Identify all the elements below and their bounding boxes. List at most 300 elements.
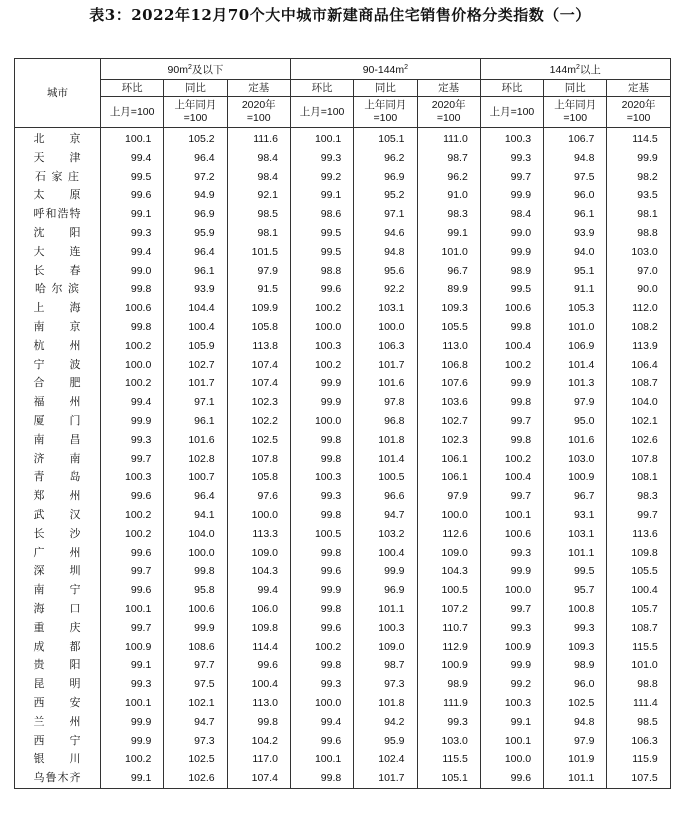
index-value-cell: 102.6 [607, 431, 670, 450]
index-value-cell: 101.1 [544, 544, 607, 563]
index-value-cell: 98.3 [417, 205, 480, 224]
index-value-cell: 108.1 [607, 468, 670, 487]
index-value-cell: 102.7 [417, 412, 480, 431]
index-value-cell: 97.5 [164, 675, 227, 694]
index-value-cell: 100.0 [164, 544, 227, 563]
index-value-cell: 95.9 [354, 732, 417, 751]
index-value-cell: 91.1 [544, 280, 607, 299]
index-value-cell: 115.5 [607, 638, 670, 657]
index-value-cell: 106.3 [607, 732, 670, 751]
index-value-cell: 100.7 [164, 468, 227, 487]
index-value-cell: 99.8 [290, 600, 353, 619]
index-value-cell: 99.9 [354, 562, 417, 581]
index-value-cell: 101.9 [544, 750, 607, 769]
index-value-cell: 99.2 [290, 168, 353, 187]
index-value-cell: 99.7 [480, 412, 543, 431]
index-value-cell: 97.6 [227, 487, 290, 506]
index-value-cell: 100.2 [290, 356, 353, 375]
index-value-cell: 99.8 [480, 318, 543, 337]
city-name-cell: 呼和浩特 [15, 205, 101, 224]
table-row [15, 750, 671, 769]
index-value-cell: 103.1 [544, 525, 607, 544]
table-row [15, 769, 671, 788]
index-value-cell: 94.7 [354, 506, 417, 525]
index-value-cell: 101.7 [354, 769, 417, 788]
index-value-cell: 100.0 [354, 318, 417, 337]
index-value-cell: 100.1 [101, 128, 164, 149]
index-value-cell: 99.5 [480, 280, 543, 299]
index-value-cell: 99.7 [480, 487, 543, 506]
index-value-cell: 96.2 [417, 168, 480, 187]
index-value-cell: 101.0 [544, 318, 607, 337]
index-value-cell: 100.2 [101, 750, 164, 769]
index-value-cell: 99.5 [101, 168, 164, 187]
index-value-cell: 95.7 [544, 581, 607, 600]
index-value-cell: 107.2 [417, 600, 480, 619]
index-value-cell: 96.8 [354, 412, 417, 431]
city-name-cell: 宁 波 [15, 356, 101, 375]
index-value-cell: 100.1 [290, 128, 353, 149]
index-value-cell: 98.5 [227, 205, 290, 224]
index-value-cell: 103.0 [544, 450, 607, 469]
index-value-cell: 100.6 [480, 525, 543, 544]
index-value-cell: 112.6 [417, 525, 480, 544]
index-value-cell: 99.3 [480, 619, 543, 638]
index-value-cell: 105.7 [607, 600, 670, 619]
index-value-cell: 107.8 [607, 450, 670, 469]
index-value-cell: 98.4 [480, 205, 543, 224]
index-value-cell: 106.4 [607, 356, 670, 375]
city-name-cell: 太 原 [15, 186, 101, 205]
index-value-cell: 109.0 [227, 544, 290, 563]
index-value-cell: 100.4 [227, 675, 290, 694]
city-name-cell: 青 岛 [15, 468, 101, 487]
base-header-cell: 上月=100 [101, 97, 164, 128]
index-value-cell: 98.4 [227, 149, 290, 168]
table-row [15, 694, 671, 713]
index-value-cell: 101.1 [544, 769, 607, 788]
index-value-cell: 99.0 [101, 262, 164, 281]
index-value-cell: 98.2 [607, 168, 670, 187]
index-value-cell: 100.0 [290, 318, 353, 337]
index-value-cell: 100.1 [480, 732, 543, 751]
index-value-cell: 90.0 [607, 280, 670, 299]
index-value-cell: 114.5 [607, 128, 670, 149]
index-value-cell: 99.3 [544, 619, 607, 638]
city-name-cell: 昆 明 [15, 675, 101, 694]
index-value-cell: 115.9 [607, 750, 670, 769]
index-value-cell: 101.3 [544, 374, 607, 393]
index-value-cell: 94.8 [354, 243, 417, 262]
index-value-cell: 97.3 [354, 675, 417, 694]
index-value-cell: 111.6 [227, 128, 290, 149]
city-name-cell: 重 庆 [15, 619, 101, 638]
index-value-cell: 98.7 [354, 656, 417, 675]
index-value-cell: 94.8 [544, 713, 607, 732]
index-value-cell: 101.4 [544, 356, 607, 375]
index-value-cell: 97.9 [417, 487, 480, 506]
index-value-cell: 97.5 [544, 168, 607, 187]
index-value-cell: 96.9 [354, 168, 417, 187]
index-value-cell: 100.4 [480, 337, 543, 356]
index-value-cell: 100.6 [101, 299, 164, 318]
index-value-cell: 101.0 [607, 656, 670, 675]
index-value-cell: 99.6 [227, 656, 290, 675]
table-row [15, 186, 671, 205]
index-value-cell: 99.8 [227, 713, 290, 732]
index-value-cell: 109.3 [544, 638, 607, 657]
table-row [15, 506, 671, 525]
index-value-cell: 100.0 [227, 506, 290, 525]
index-value-cell: 96.7 [417, 262, 480, 281]
index-value-cell: 100.3 [480, 694, 543, 713]
index-value-cell: 99.9 [480, 374, 543, 393]
index-value-cell: 100.2 [101, 374, 164, 393]
index-value-cell: 93.9 [544, 224, 607, 243]
index-value-cell: 97.7 [164, 656, 227, 675]
index-value-cell: 97.1 [164, 393, 227, 412]
index-value-cell: 99.8 [290, 656, 353, 675]
index-value-cell: 102.5 [544, 694, 607, 713]
index-value-cell: 92.1 [227, 186, 290, 205]
index-value-cell: 100.1 [480, 506, 543, 525]
index-value-cell: 94.7 [164, 713, 227, 732]
index-value-cell: 98.9 [544, 656, 607, 675]
table-row [15, 412, 671, 431]
index-value-cell: 91.0 [417, 186, 480, 205]
index-value-cell: 98.8 [607, 224, 670, 243]
city-name-cell: 南 宁 [15, 581, 101, 600]
index-value-cell: 98.9 [417, 675, 480, 694]
base-header-cell: 上年同月 =100 [164, 97, 227, 128]
index-value-cell: 99.2 [480, 675, 543, 694]
index-value-cell: 104.0 [164, 525, 227, 544]
table-row [15, 600, 671, 619]
index-value-cell: 98.1 [227, 224, 290, 243]
table-row [15, 713, 671, 732]
index-value-cell: 108.7 [607, 619, 670, 638]
city-name-cell: 西 宁 [15, 732, 101, 751]
table-row [15, 356, 671, 375]
index-value-cell: 99.6 [480, 769, 543, 788]
index-value-cell: 99.7 [480, 600, 543, 619]
index-value-cell: 99.9 [480, 243, 543, 262]
index-value-cell: 111.9 [417, 694, 480, 713]
city-name-cell: 武 汉 [15, 506, 101, 525]
index-value-cell: 103.1 [354, 299, 417, 318]
group-header-large: $144m^2$以上 [480, 59, 670, 80]
index-value-cell: 94.1 [164, 506, 227, 525]
index-value-cell: 102.7 [164, 356, 227, 375]
city-name-cell: 上 海 [15, 299, 101, 318]
table-row [15, 243, 671, 262]
index-value-cell: 102.1 [164, 694, 227, 713]
sub-header-cell: 环比 [290, 80, 353, 97]
index-value-cell: 100.3 [480, 128, 543, 149]
index-value-cell: 101.8 [354, 694, 417, 713]
index-value-cell: 99.6 [101, 487, 164, 506]
index-value-cell: 99.3 [101, 431, 164, 450]
index-value-cell: 106.9 [544, 337, 607, 356]
index-value-cell: 97.9 [544, 393, 607, 412]
index-value-cell: 99.7 [607, 506, 670, 525]
base-header-cell: 上月=100 [480, 97, 543, 128]
table-row [15, 562, 671, 581]
sub-header-cell: 环比 [101, 80, 164, 97]
index-value-cell: 99.6 [101, 186, 164, 205]
index-value-cell: 99.3 [101, 675, 164, 694]
index-value-cell: 101.0 [417, 243, 480, 262]
index-value-cell: 104.4 [164, 299, 227, 318]
index-value-cell: 93.9 [164, 280, 227, 299]
sub-header-cell: 同比 [164, 80, 227, 97]
index-value-cell: 99.4 [101, 149, 164, 168]
table-row [15, 619, 671, 638]
index-value-cell: 93.1 [544, 506, 607, 525]
city-name-cell: 沈 阳 [15, 224, 101, 243]
index-value-cell: 102.1 [607, 412, 670, 431]
index-value-cell: 107.4 [227, 769, 290, 788]
sub-header-cell: 定基 [607, 80, 670, 97]
index-value-cell: 101.6 [164, 431, 227, 450]
index-value-cell: 99.9 [607, 149, 670, 168]
city-name-cell: 广 州 [15, 544, 101, 563]
index-value-cell: 97.2 [164, 168, 227, 187]
index-value-cell: 103.0 [607, 243, 670, 262]
index-value-cell: 104.0 [607, 393, 670, 412]
table-row [15, 318, 671, 337]
index-value-cell: 100.2 [101, 525, 164, 544]
index-value-cell: 107.5 [607, 769, 670, 788]
index-value-cell: 105.8 [227, 468, 290, 487]
index-value-cell: 111.4 [607, 694, 670, 713]
index-value-cell: 101.6 [354, 374, 417, 393]
index-value-cell: 95.2 [354, 186, 417, 205]
table-row [15, 638, 671, 657]
index-value-cell: 100.4 [607, 581, 670, 600]
index-value-cell: 99.8 [101, 318, 164, 337]
index-value-cell: 107.8 [227, 450, 290, 469]
index-value-cell: 104.3 [417, 562, 480, 581]
table-row [15, 544, 671, 563]
index-value-cell: 96.6 [354, 487, 417, 506]
index-value-cell: 96.4 [164, 487, 227, 506]
city-name-cell: 天 津 [15, 149, 101, 168]
index-value-cell: 99.8 [101, 280, 164, 299]
index-value-cell: 103.2 [354, 525, 417, 544]
table-row [15, 393, 671, 412]
city-name-cell: 哈 尔 滨 [15, 280, 101, 299]
index-value-cell: 109.8 [227, 619, 290, 638]
index-value-cell: 100.2 [290, 638, 353, 657]
city-name-cell: 杭 州 [15, 337, 101, 356]
table-row [15, 487, 671, 506]
sub-header-cell: 同比 [544, 80, 607, 97]
index-value-cell: 101.7 [354, 356, 417, 375]
index-value-cell: 100.0 [290, 694, 353, 713]
index-value-cell: 113.6 [607, 525, 670, 544]
index-value-cell: 105.2 [164, 128, 227, 149]
index-value-cell: 99.7 [101, 450, 164, 469]
index-value-cell: 100.1 [101, 600, 164, 619]
index-value-cell: 98.6 [290, 205, 353, 224]
base-header-cell: 2020年 =100 [227, 97, 290, 128]
index-value-cell: 97.1 [354, 205, 417, 224]
table-row [15, 581, 671, 600]
index-value-cell: 97.9 [544, 732, 607, 751]
city-name-cell: 兰 州 [15, 713, 101, 732]
index-value-cell: 100.5 [290, 525, 353, 544]
index-value-cell: 106.7 [544, 128, 607, 149]
index-value-cell: 105.1 [354, 128, 417, 149]
index-value-cell: 94.6 [354, 224, 417, 243]
index-value-cell: 100.3 [354, 619, 417, 638]
index-value-cell: 100.1 [101, 694, 164, 713]
index-value-cell: 99.9 [101, 412, 164, 431]
city-name-cell: 郑 州 [15, 487, 101, 506]
index-value-cell: 96.1 [164, 262, 227, 281]
index-value-cell: 94.2 [354, 713, 417, 732]
table-row [15, 468, 671, 487]
city-name-cell: 北 京 [15, 128, 101, 149]
index-value-cell: 96.4 [164, 243, 227, 262]
index-value-cell: 109.8 [607, 544, 670, 563]
index-value-cell: 107.4 [227, 374, 290, 393]
index-value-cell: 99.8 [290, 431, 353, 450]
index-value-cell: 97.9 [227, 262, 290, 281]
index-value-cell: 99.8 [480, 393, 543, 412]
index-value-cell: 109.0 [417, 544, 480, 563]
index-value-cell: 98.1 [607, 205, 670, 224]
index-value-cell: 99.8 [290, 769, 353, 788]
base-header-cell: 2020年 =100 [417, 97, 480, 128]
index-value-cell: 109.0 [354, 638, 417, 657]
base-header-cell: 上月=100 [290, 97, 353, 128]
index-value-cell: 100.9 [417, 656, 480, 675]
index-value-cell: 102.8 [164, 450, 227, 469]
index-value-cell: 100.2 [480, 356, 543, 375]
index-value-cell: 102.5 [164, 750, 227, 769]
index-value-cell: 101.5 [227, 243, 290, 262]
index-value-cell: 105.1 [417, 769, 480, 788]
index-value-cell: 100.5 [354, 468, 417, 487]
city-name-cell: 贵 阳 [15, 656, 101, 675]
index-value-cell: 100.2 [101, 506, 164, 525]
index-value-cell: 99.3 [290, 487, 353, 506]
index-value-cell: 99.1 [101, 769, 164, 788]
index-value-cell: 100.9 [480, 638, 543, 657]
index-value-cell: 107.6 [417, 374, 480, 393]
table-row [15, 431, 671, 450]
index-value-cell: 99.6 [290, 562, 353, 581]
table-row [15, 525, 671, 544]
index-value-cell: 98.9 [480, 262, 543, 281]
index-value-cell: 99.1 [480, 713, 543, 732]
index-value-cell: 108.7 [607, 374, 670, 393]
index-value-cell: 99.1 [101, 656, 164, 675]
sub-header-cell: 定基 [417, 80, 480, 97]
index-value-cell: 99.8 [164, 562, 227, 581]
index-value-cell: 106.1 [417, 468, 480, 487]
index-value-cell: 100.3 [290, 337, 353, 356]
group-header-medium: $90-144m^2$ [290, 59, 480, 80]
table-row [15, 205, 671, 224]
index-value-cell: 112.0 [607, 299, 670, 318]
index-value-cell: 97.3 [164, 732, 227, 751]
index-value-cell: 95.9 [164, 224, 227, 243]
index-value-cell: 96.1 [164, 412, 227, 431]
index-value-cell: 99.7 [480, 168, 543, 187]
index-value-cell: 98.8 [607, 675, 670, 694]
index-value-cell: 100.2 [290, 299, 353, 318]
city-name-cell: 南 昌 [15, 431, 101, 450]
index-value-cell: 100.5 [417, 581, 480, 600]
index-value-cell: 100.0 [290, 412, 353, 431]
index-value-cell: 114.4 [227, 638, 290, 657]
table-row [15, 149, 671, 168]
index-value-cell: 109.9 [227, 299, 290, 318]
index-value-cell: 113.9 [607, 337, 670, 356]
index-value-cell: 105.8 [227, 318, 290, 337]
table-row [15, 732, 671, 751]
index-value-cell: 99.5 [290, 224, 353, 243]
index-value-cell: 99.6 [290, 732, 353, 751]
index-value-cell: 99.9 [480, 562, 543, 581]
index-value-cell: 104.2 [227, 732, 290, 751]
base-header-cell: 上年同月 =100 [544, 97, 607, 128]
index-value-cell: 113.0 [227, 694, 290, 713]
index-value-cell: 99.6 [290, 280, 353, 299]
city-name-cell: 乌鲁木齐 [15, 769, 101, 788]
index-value-cell: 101.7 [164, 374, 227, 393]
sub-header-cell: 环比 [480, 80, 543, 97]
index-value-cell: 99.6 [101, 544, 164, 563]
index-value-cell: 100.0 [480, 750, 543, 769]
index-value-cell: 100.2 [480, 450, 543, 469]
sub-header-cell: 定基 [227, 80, 290, 97]
index-value-cell: 102.2 [227, 412, 290, 431]
index-value-cell: 99.0 [480, 224, 543, 243]
index-value-cell: 94.8 [544, 149, 607, 168]
index-value-cell: 98.3 [607, 487, 670, 506]
table-row [15, 299, 671, 318]
index-value-cell: 95.0 [544, 412, 607, 431]
index-value-cell: 100.3 [101, 468, 164, 487]
index-value-cell: 99.3 [480, 149, 543, 168]
index-value-cell: 99.9 [290, 374, 353, 393]
table-row [15, 128, 671, 149]
city-name-cell: 南 京 [15, 318, 101, 337]
index-value-cell: 106.8 [417, 356, 480, 375]
index-value-cell: 100.4 [164, 318, 227, 337]
index-value-cell: 95.1 [544, 262, 607, 281]
table-row [15, 450, 671, 469]
index-value-cell: 99.3 [290, 149, 353, 168]
index-value-cell: 99.9 [164, 619, 227, 638]
index-value-cell: 99.1 [101, 205, 164, 224]
index-value-cell: 99.1 [290, 186, 353, 205]
index-value-cell: 99.3 [480, 544, 543, 563]
index-value-cell: 100.0 [480, 581, 543, 600]
index-value-cell: 101.1 [354, 600, 417, 619]
index-value-cell: 98.7 [417, 149, 480, 168]
index-value-cell: 96.9 [164, 205, 227, 224]
index-value-cell: 99.8 [290, 450, 353, 469]
index-value-cell: 97.0 [607, 262, 670, 281]
sub-header-row [15, 80, 671, 97]
index-value-cell: 100.4 [480, 468, 543, 487]
index-value-cell: 110.7 [417, 619, 480, 638]
